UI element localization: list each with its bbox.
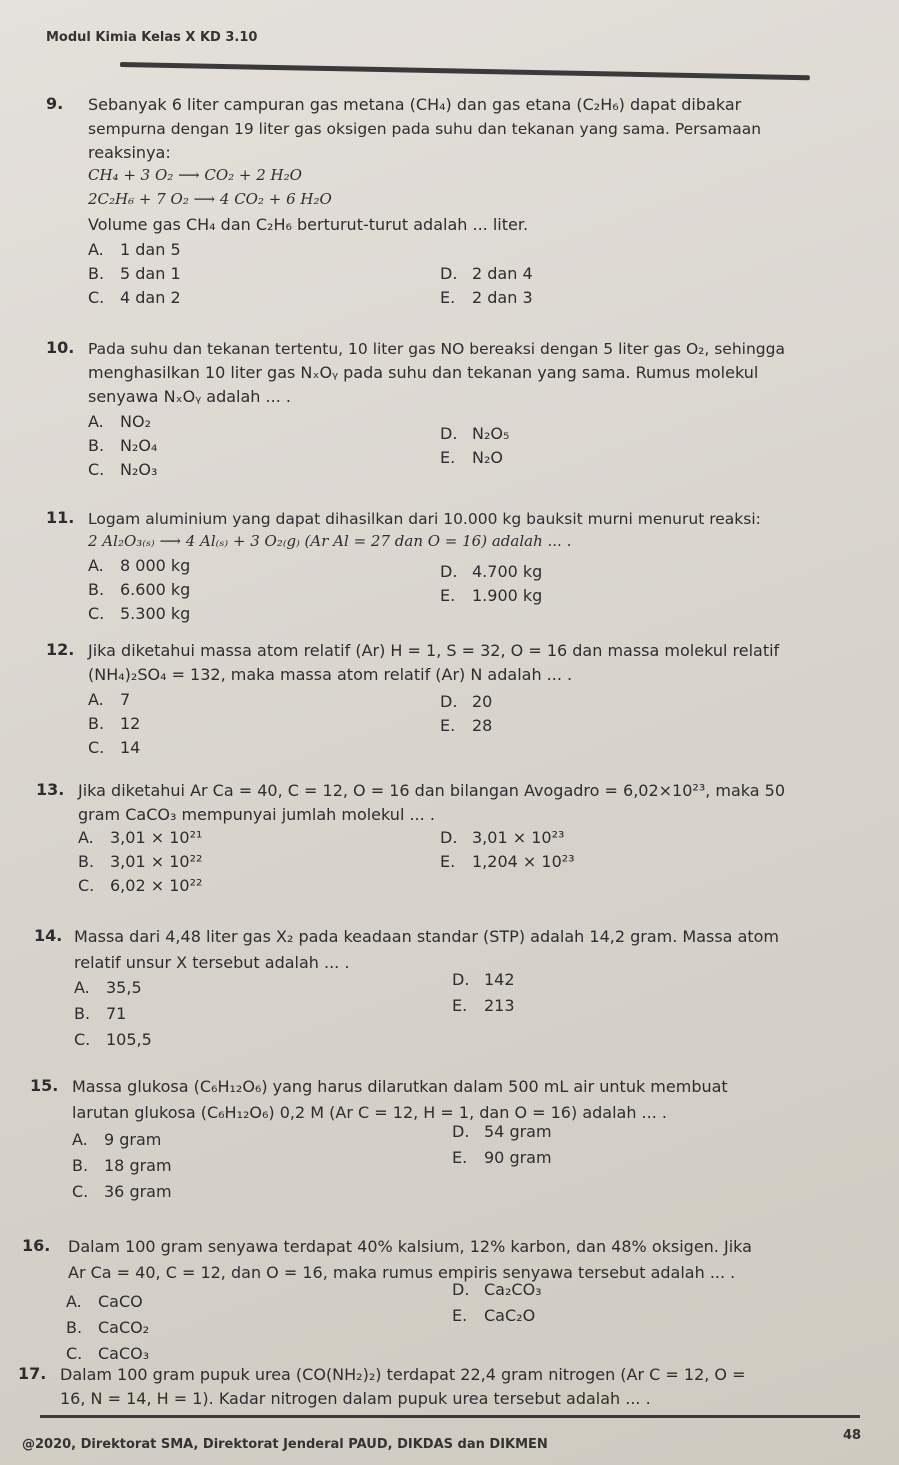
question-text: Sebanyak 6 liter campuran gas metana (CH₄) dan gas etana (C₂H₆) dapat dibakar [88, 95, 742, 114]
question-text: reaksinya: [88, 143, 171, 162]
option-b[interactable]: B. 71 [74, 1004, 127, 1023]
option-b[interactable]: B. 18 gram [72, 1156, 172, 1175]
question-text: relatif unsur X tersebut adalah ... . [74, 953, 350, 972]
option-d[interactable]: D. 3,01 × 10²³ [440, 828, 565, 847]
option-e[interactable]: E. 2 dan 3 [440, 288, 533, 307]
option-d[interactable]: D. 142 [452, 970, 515, 989]
question-text: Dalam 100 gram pupuk urea (CO(NH₂)₂) terdapat 22,4 gram nitrogen (Ar C = 12, O = [60, 1365, 746, 1384]
question-number: 9. [46, 94, 64, 113]
question-text: larutan glukosa (C₆H₁₂O₆) 0,2 M (Ar C = 12, H = 1, dan O = 16) adalah ... . [72, 1103, 667, 1122]
question-number: 16. [22, 1236, 51, 1255]
question-number: 10. [46, 338, 75, 357]
footer-copyright: @2020, Direktorat SMA, Direktorat Jenderal PAUD, DIKDAS dan DIKMEN [22, 1437, 548, 1452]
question-number: 14. [34, 926, 63, 945]
question-number: 11. [46, 508, 75, 527]
question-prompt: Volume gas CH₄ dan C₂H₆ berturut-turut adalah ... liter. [88, 215, 529, 234]
question-text: senyawa NₓOᵧ adalah ... . [88, 387, 291, 406]
option-c[interactable]: C. N₂O₃ [88, 460, 158, 479]
option-b[interactable]: B. N₂O₄ [88, 436, 158, 455]
option-d[interactable]: D. Ca₂CO₃ [452, 1280, 542, 1299]
module-header: Modul Kimia Kelas X KD 3.10 [46, 30, 258, 45]
option-e[interactable]: E. 213 [452, 996, 515, 1015]
option-e[interactable]: E. 28 [440, 716, 493, 735]
option-d[interactable]: D. 4.700 kg [440, 562, 543, 581]
question-text: menghasilkan 10 liter gas NₓOᵧ pada suhu dan tekanan yang sama. Rumus molekul [88, 363, 759, 382]
question-text: Pada suhu dan tekanan tertentu, 10 liter gas NO bereaksi dengan 5 liter gas O₂, sehingga [88, 340, 785, 358]
option-a[interactable]: A. 3,01 × 10²¹ [78, 828, 203, 847]
option-a[interactable]: A. 35,5 [74, 978, 142, 997]
option-b[interactable]: B. CaCO₂ [66, 1318, 150, 1337]
question-text: (NH₄)₂SO₄ = 132, maka massa atom relatif (Ar) N adalah ... . [88, 665, 573, 684]
option-c[interactable]: C. 36 gram [72, 1182, 172, 1201]
option-a[interactable]: A. NO₂ [88, 412, 151, 431]
option-c[interactable]: C. CaCO₃ [66, 1344, 150, 1363]
option-d[interactable]: D. N₂O₅ [440, 424, 510, 443]
option-c[interactable]: C. 5.300 kg [88, 604, 191, 623]
option-a[interactable]: A. CaCO [66, 1292, 143, 1311]
option-b[interactable]: B. 5 dan 1 [88, 264, 181, 283]
option-e[interactable]: E. 1.900 kg [440, 586, 543, 605]
option-c[interactable]: C. 4 dan 2 [88, 288, 181, 307]
question-number: 17. [18, 1364, 47, 1383]
page-number: 48 [843, 1428, 862, 1443]
option-d[interactable]: D. 54 gram [452, 1122, 552, 1141]
option-c[interactable]: C. 14 [88, 738, 141, 757]
option-a[interactable]: A. 7 [88, 690, 131, 709]
question-text: Massa dari 4,48 liter gas X₂ pada keadaan standar (STP) adalah 14,2 gram. Massa atom [74, 927, 780, 946]
question-text: gram CaCO₃ mempunyai jumlah molekul ... . [78, 805, 435, 824]
question-text: Jika diketahui Ar Ca = 40, C = 12, O = 16 dan bilangan Avogadro = 6,02×10²³, maka 50 [78, 781, 786, 800]
option-c[interactable]: C. 105,5 [74, 1030, 152, 1049]
option-a[interactable]: A. 8 000 kg [88, 556, 191, 575]
question-text: Logam aluminium yang dapat dihasilkan dari 10.000 kg bauksit murni menurut reaksi: [88, 510, 761, 528]
option-a[interactable]: A. 9 gram [72, 1130, 162, 1149]
footer-divider [40, 1415, 860, 1418]
header-divider [120, 62, 810, 80]
option-e[interactable]: E. CaC₂O [452, 1306, 536, 1325]
option-b[interactable]: B. 6.600 kg [88, 580, 191, 599]
option-b[interactable]: B. 3,01 × 10²² [78, 852, 203, 871]
option-c[interactable]: C. 6,02 × 10²² [78, 876, 203, 895]
reaction-equation: 2C₂H₆ + 7 O₂ ⟶ 4 CO₂ + 6 H₂O [88, 190, 332, 208]
option-e[interactable]: E. N₂O [440, 448, 503, 467]
question-text: Dalam 100 gram senyawa terdapat 40% kalsium, 12% karbon, dan 48% oksigen. Jika [68, 1237, 752, 1256]
option-e[interactable]: E. 90 gram [452, 1148, 552, 1167]
question-text: Ar Ca = 40, C = 12, dan O = 16, maka rumus empiris senyawa tersebut adalah ... . [68, 1263, 736, 1282]
question-text: 16, N = 14, H = 1). Kadar nitrogen dalam pupuk urea tersebut adalah ... . [60, 1389, 651, 1408]
option-a[interactable]: A. 1 dan 5 [88, 240, 181, 259]
question-text: Massa glukosa (C₆H₁₂O₆) yang harus dilarutkan dalam 500 mL air untuk membuat [72, 1077, 728, 1096]
option-d[interactable]: D. 2 dan 4 [440, 264, 533, 283]
reaction-equation: CH₄ + 3 O₂ ⟶ CO₂ + 2 H₂O [88, 166, 302, 184]
reaction-equation: 2 Al₂O₃₍ₛ₎ ⟶ 4 Al₍ₛ₎ + 3 O₂₍g₎ (Ar Al = 27 dan O = 16) adalah ... . [88, 532, 572, 550]
option-e[interactable]: E. 1,204 × 10²³ [440, 852, 575, 871]
option-d[interactable]: D. 20 [440, 692, 493, 711]
question-text: sempurna dengan 19 liter gas oksigen pada suhu dan tekanan yang sama. Persamaan [88, 120, 762, 138]
question-number: 15. [30, 1076, 59, 1095]
question-text: Jika diketahui massa atom relatif (Ar) H = 1, S = 32, O = 16 dan massa molekul relatif [88, 641, 780, 660]
question-number: 13. [36, 780, 65, 799]
question-number: 12. [46, 640, 75, 659]
option-b[interactable]: B. 12 [88, 714, 141, 733]
